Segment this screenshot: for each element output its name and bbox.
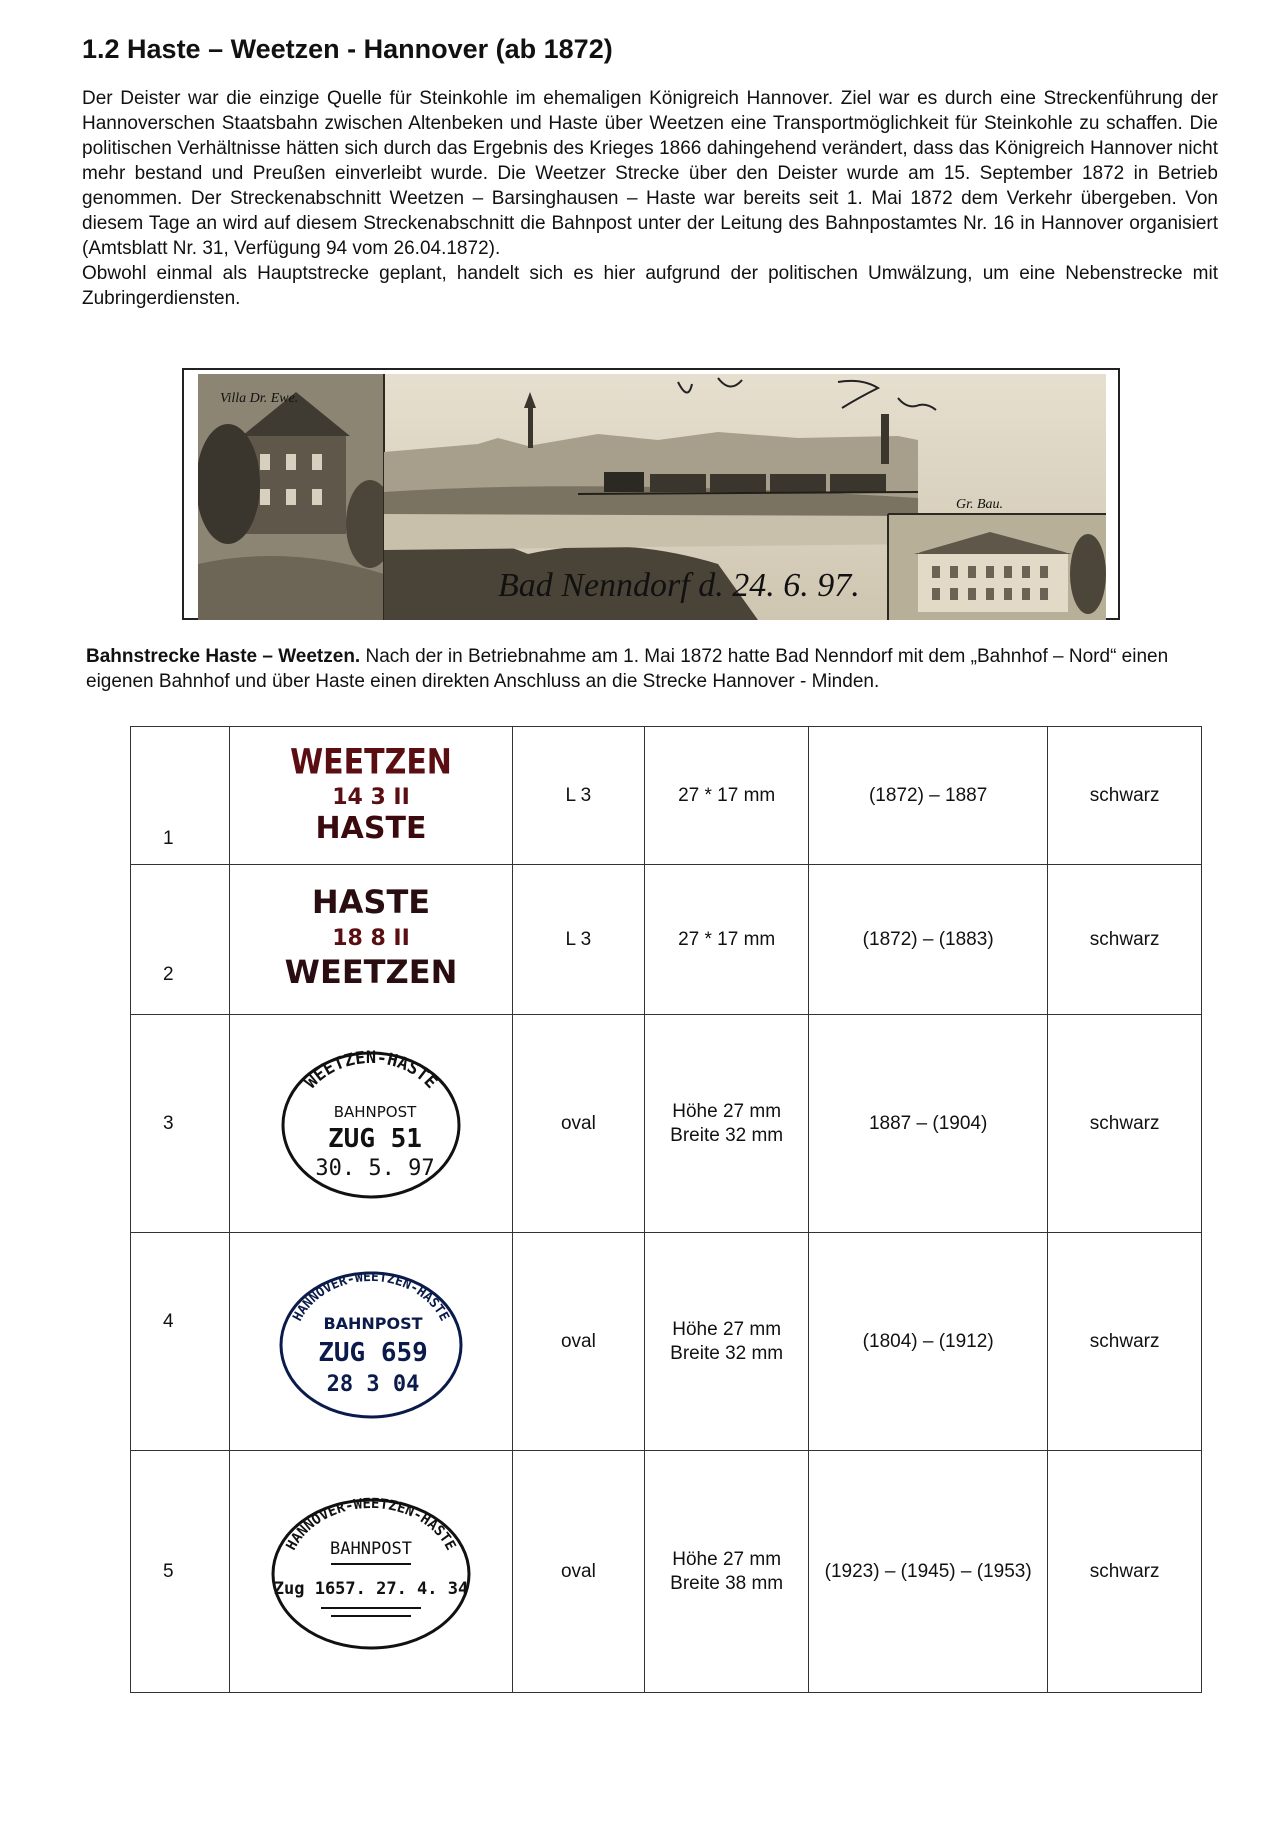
color-cell: schwarz bbox=[1048, 727, 1202, 865]
shape-cell: L 3 bbox=[512, 727, 645, 865]
stamp-arc-text bbox=[301, 1048, 441, 1093]
postmark-haste-weetzen-l3 bbox=[271, 877, 471, 997]
period-cell: (1872) – (1883) bbox=[809, 865, 1048, 1015]
color-cell: schwarz bbox=[1048, 1015, 1202, 1233]
dims-line: 27 * 17 mm bbox=[678, 928, 776, 950]
color-cell: schwarz bbox=[1048, 865, 1202, 1015]
postcard-script-text: Bad Nenndorf d. 24. 6. 97. bbox=[498, 567, 860, 604]
postcard-label-villa: Villa Dr. Ewe. bbox=[220, 391, 299, 406]
shape-cell: oval bbox=[512, 1451, 645, 1693]
postcard-label-bau: Gr. Bau. bbox=[956, 497, 1004, 512]
stamp-line: BAHNPOST bbox=[330, 1538, 412, 1559]
dims-cell bbox=[645, 1451, 809, 1693]
shape-cell: L 3 bbox=[512, 865, 645, 1015]
stamp-line: 18 8 II bbox=[332, 925, 410, 951]
table-row bbox=[131, 727, 1202, 865]
row-number: 3 bbox=[163, 1112, 174, 1134]
row-number-cell bbox=[131, 1015, 230, 1233]
stamp-line: WEETZEN bbox=[290, 741, 452, 782]
period-cell: (1804) – (1912) bbox=[809, 1233, 1048, 1451]
postmark-bahnpost-oval bbox=[261, 1484, 481, 1654]
stamp-image-cell bbox=[230, 1015, 512, 1233]
row-number: 5 bbox=[163, 1560, 174, 1582]
stamp-arc-text-path: HANNOVER-WEETZEN-HASTE bbox=[290, 1269, 452, 1324]
table-row bbox=[131, 1015, 1202, 1233]
dims-line: Breite 32 mm bbox=[670, 1124, 784, 1146]
period-cell: (1872) – 1887 bbox=[809, 727, 1048, 865]
color-cell: schwarz bbox=[1048, 1233, 1202, 1451]
color-cell: schwarz bbox=[1048, 1451, 1202, 1693]
shape-cell: oval bbox=[512, 1015, 645, 1233]
intro-paragraph-2: Obwohl einmal als Hauptstrecke geplant, handelt sich es hier aufgrund der politischen Umwälzung, um eine Nebenstrecke mit Zubringerdiensten. bbox=[82, 263, 1218, 309]
stamp-line: 30. 5. 97 bbox=[315, 1155, 435, 1181]
stamp-line: Zug 1657. 27. 4. 34 bbox=[273, 1578, 469, 1599]
stamp-line: HASTE bbox=[315, 810, 427, 846]
stamp-arc-text-path: HANNOVER-WEETZEN-HASTE bbox=[283, 1495, 459, 1553]
stamp-line: BAHNPOST bbox=[333, 1102, 417, 1121]
intro-text bbox=[82, 86, 1218, 311]
route-caption-bold: Bahnstrecke Haste – Weetzen. bbox=[86, 646, 361, 667]
stamp-image-cell bbox=[230, 1233, 512, 1451]
postmark-table bbox=[130, 726, 1202, 1693]
table-row bbox=[131, 1233, 1202, 1451]
table-row bbox=[131, 865, 1202, 1015]
postcard-image bbox=[198, 374, 1106, 620]
stamp-line: 14 3 II bbox=[332, 784, 410, 810]
dims-cell bbox=[645, 1233, 809, 1451]
row-number: 2 bbox=[163, 964, 174, 985]
postmark-bahnpost-oval bbox=[271, 1041, 471, 1201]
postcard-frame bbox=[182, 368, 1120, 620]
dims-cell bbox=[645, 865, 809, 1015]
table-row bbox=[131, 1451, 1202, 1693]
dims-line: Höhe 27 mm bbox=[672, 1318, 782, 1340]
row-number-cell bbox=[131, 865, 230, 1015]
period-cell: (1923) – (1945) – (1953) bbox=[809, 1451, 1048, 1693]
stamp-image-cell bbox=[230, 865, 512, 1015]
row-number-cell bbox=[131, 1451, 230, 1693]
stamp-line: WEETZEN bbox=[284, 952, 458, 991]
dims-line: Höhe 27 mm bbox=[672, 1100, 782, 1122]
stamp-line: BAHNPOST bbox=[323, 1313, 423, 1333]
row-number-cell bbox=[131, 727, 230, 865]
route-caption-text: Nach der in Betriebnahme am 1. Mai 1872 hatte Bad Nenndorf mit dem „Bahnhof – Nord“ einen eigenen Bahnhof und über Haste einen direkten Anschluss an die Strecke Hannover - Minden. bbox=[86, 646, 1169, 692]
stamp-line: ZUG 659 bbox=[318, 1337, 428, 1368]
dims-cell bbox=[645, 1015, 809, 1233]
postmark-bahnpost-oval bbox=[271, 1259, 471, 1419]
dims-line: Höhe 27 mm bbox=[672, 1548, 782, 1570]
row-number: 4 bbox=[163, 1311, 174, 1332]
stamp-line: 28 3 04 bbox=[326, 1371, 420, 1397]
stamp-image-cell bbox=[230, 1451, 512, 1693]
postmark-weetzen-haste-l3 bbox=[271, 738, 471, 848]
route-caption bbox=[86, 644, 1226, 694]
stamp-arc-text-path: WEETZEN-HASTE bbox=[300, 1047, 441, 1093]
intro-paragraph-1: Der Deister war die einzige Quelle für Steinkohle im ehemaligen Königreich Hannover. Ziel war es durch eine Streckenführung der Hannoverschen Staatsbahn zwischen Altenbeken und Haste über Weetzen eine Transportmöglichkeit für Steinkohle zu schaffen. Die politischen Verhältnisse hätten sich durch das Ergebnis des Krieges 1866 dahingehend verändert, dass das Königreich Hannover nicht mehr bestand und Preußen einverleibt wurde. Die Weetzer Strecke über den Deister wurde am 15. September 1872 in Betrieb genommen. Der Streckenabschnitt Weetzen – Barsinghausen – Haste war bereits seit 1. Mai 1872 dem Verkehr übergeben. Von diesem Tage an wird auf diesem Streckenabschnitt die Bahnpost unter der Leitung des Bahnpostamtes Nr. 16 in Hannover organisiert (Amtsblatt Nr. 31, Verfügung 94 vom 26.04.1872). bbox=[82, 88, 1218, 259]
period-cell: 1887 – (1904) bbox=[809, 1015, 1048, 1233]
row-number-cell bbox=[131, 1233, 230, 1451]
dims-cell bbox=[645, 727, 809, 865]
dims-line: Breite 38 mm bbox=[670, 1572, 784, 1594]
stamp-line: HASTE bbox=[311, 882, 431, 921]
row-number: 1 bbox=[163, 828, 174, 849]
page-title: 1.2 Haste – Weetzen - Hannover (ab 1872) bbox=[82, 34, 613, 64]
dims-line: 27 * 17 mm bbox=[678, 784, 776, 806]
dims-line: Breite 32 mm bbox=[670, 1342, 784, 1364]
stamp-line: ZUG 51 bbox=[327, 1123, 422, 1154]
shape-cell: oval bbox=[512, 1233, 645, 1451]
stamp-image-cell bbox=[230, 727, 512, 865]
